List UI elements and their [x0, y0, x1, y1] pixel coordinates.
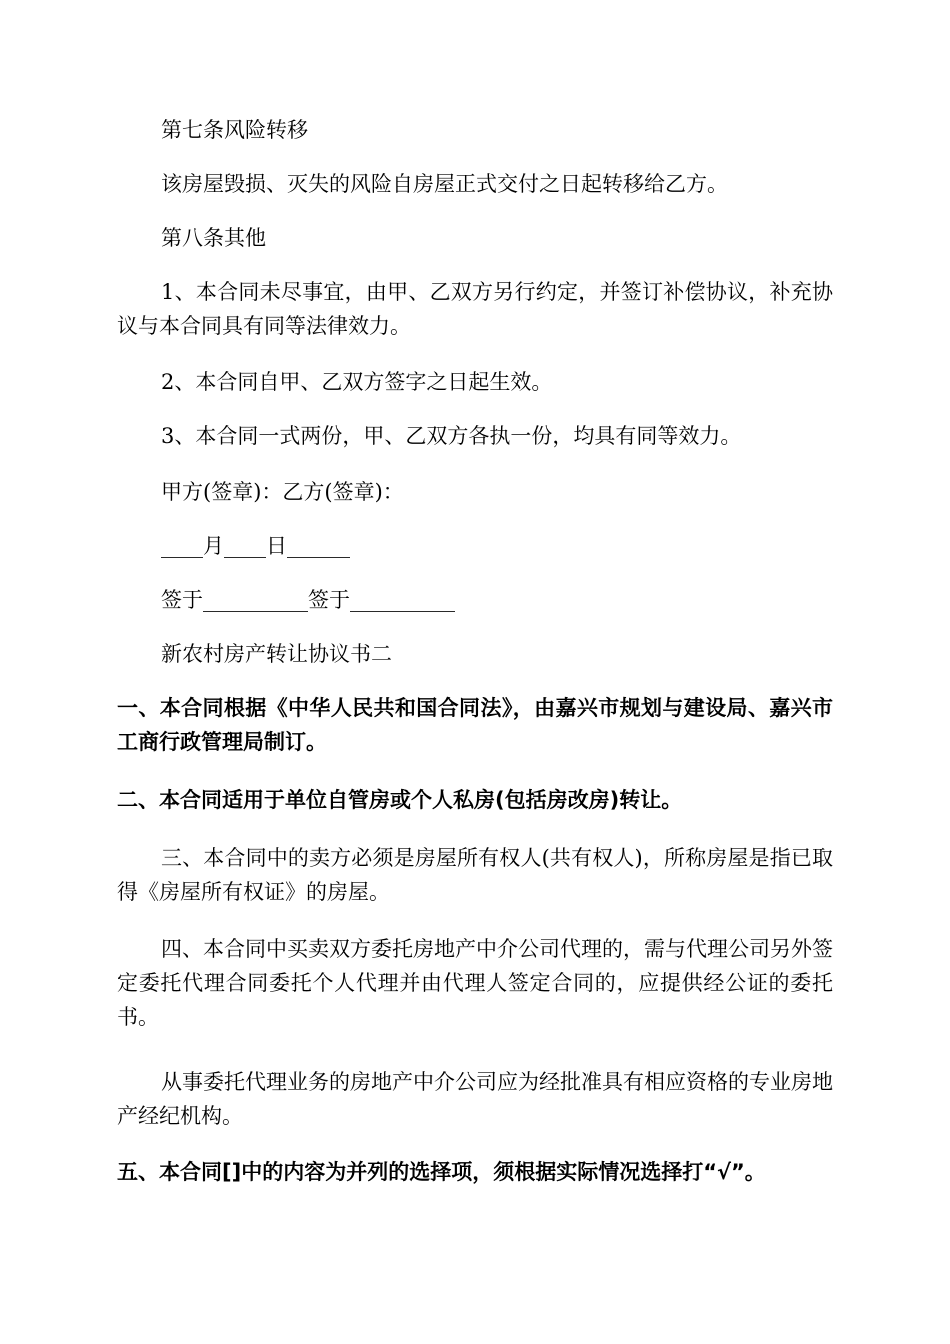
note-4-continued: 从事委托代理业务的房地产中介公司应为经批准具有相应资格的专业房地产经纪机构。 [117, 1070, 833, 1128]
article-8-heading: 第八条其他 [161, 226, 266, 250]
article-7-heading: 第七条风险转移 [161, 118, 308, 142]
signed-at-line: 签于__________签于__________ [161, 588, 455, 612]
note-4: 四、本合同中买卖双方委托房地产中介公司代理的，需与代理公司另外签定委托代理合同委托个人代理并由代理人签定合同的，应提供经公证的委托书。 [117, 937, 833, 1029]
note-1: 一、本合同根据《中华人民共和国合同法》，由嘉兴市规划与建设局、嘉兴市工商行政管理局制订。 [117, 696, 833, 754]
article-8-clause-2: 2、本合同自甲、乙双方签字之日起生效。 [161, 370, 553, 394]
article-8-clause-3: 3、本合同一式两份，甲、乙双方各执一份，均具有同等效力。 [161, 424, 742, 448]
second-agreement-title: 新农村房产转让协议书二 [161, 642, 392, 666]
note-5: 五、本合同[]中的内容为并列的选择项，须根据实际情况选择打“√”。 [117, 1160, 766, 1184]
article-7-text: 该房屋毁损、灭失的风险自房屋正式交付之日起转移给乙方。 [161, 172, 728, 196]
signature-line: 甲方(签章)：乙方(签章)： [161, 480, 404, 504]
note-3: 三、本合同中的卖方必须是房屋所有权人(共有权人)，所称房屋是指已取得《房屋所有权证》的房屋。 [117, 846, 833, 904]
note-2: 二、本合同适用于单位自管房或个人私房(包括房改房)转让。 [117, 788, 683, 812]
article-8-clause-1: 1、本合同未尽事宜，由甲、乙双方另行约定，并签订补偿协议，补充协议与本合同具有同等法律效力。 [117, 280, 833, 338]
date-line: ____月____日______ [161, 534, 350, 558]
